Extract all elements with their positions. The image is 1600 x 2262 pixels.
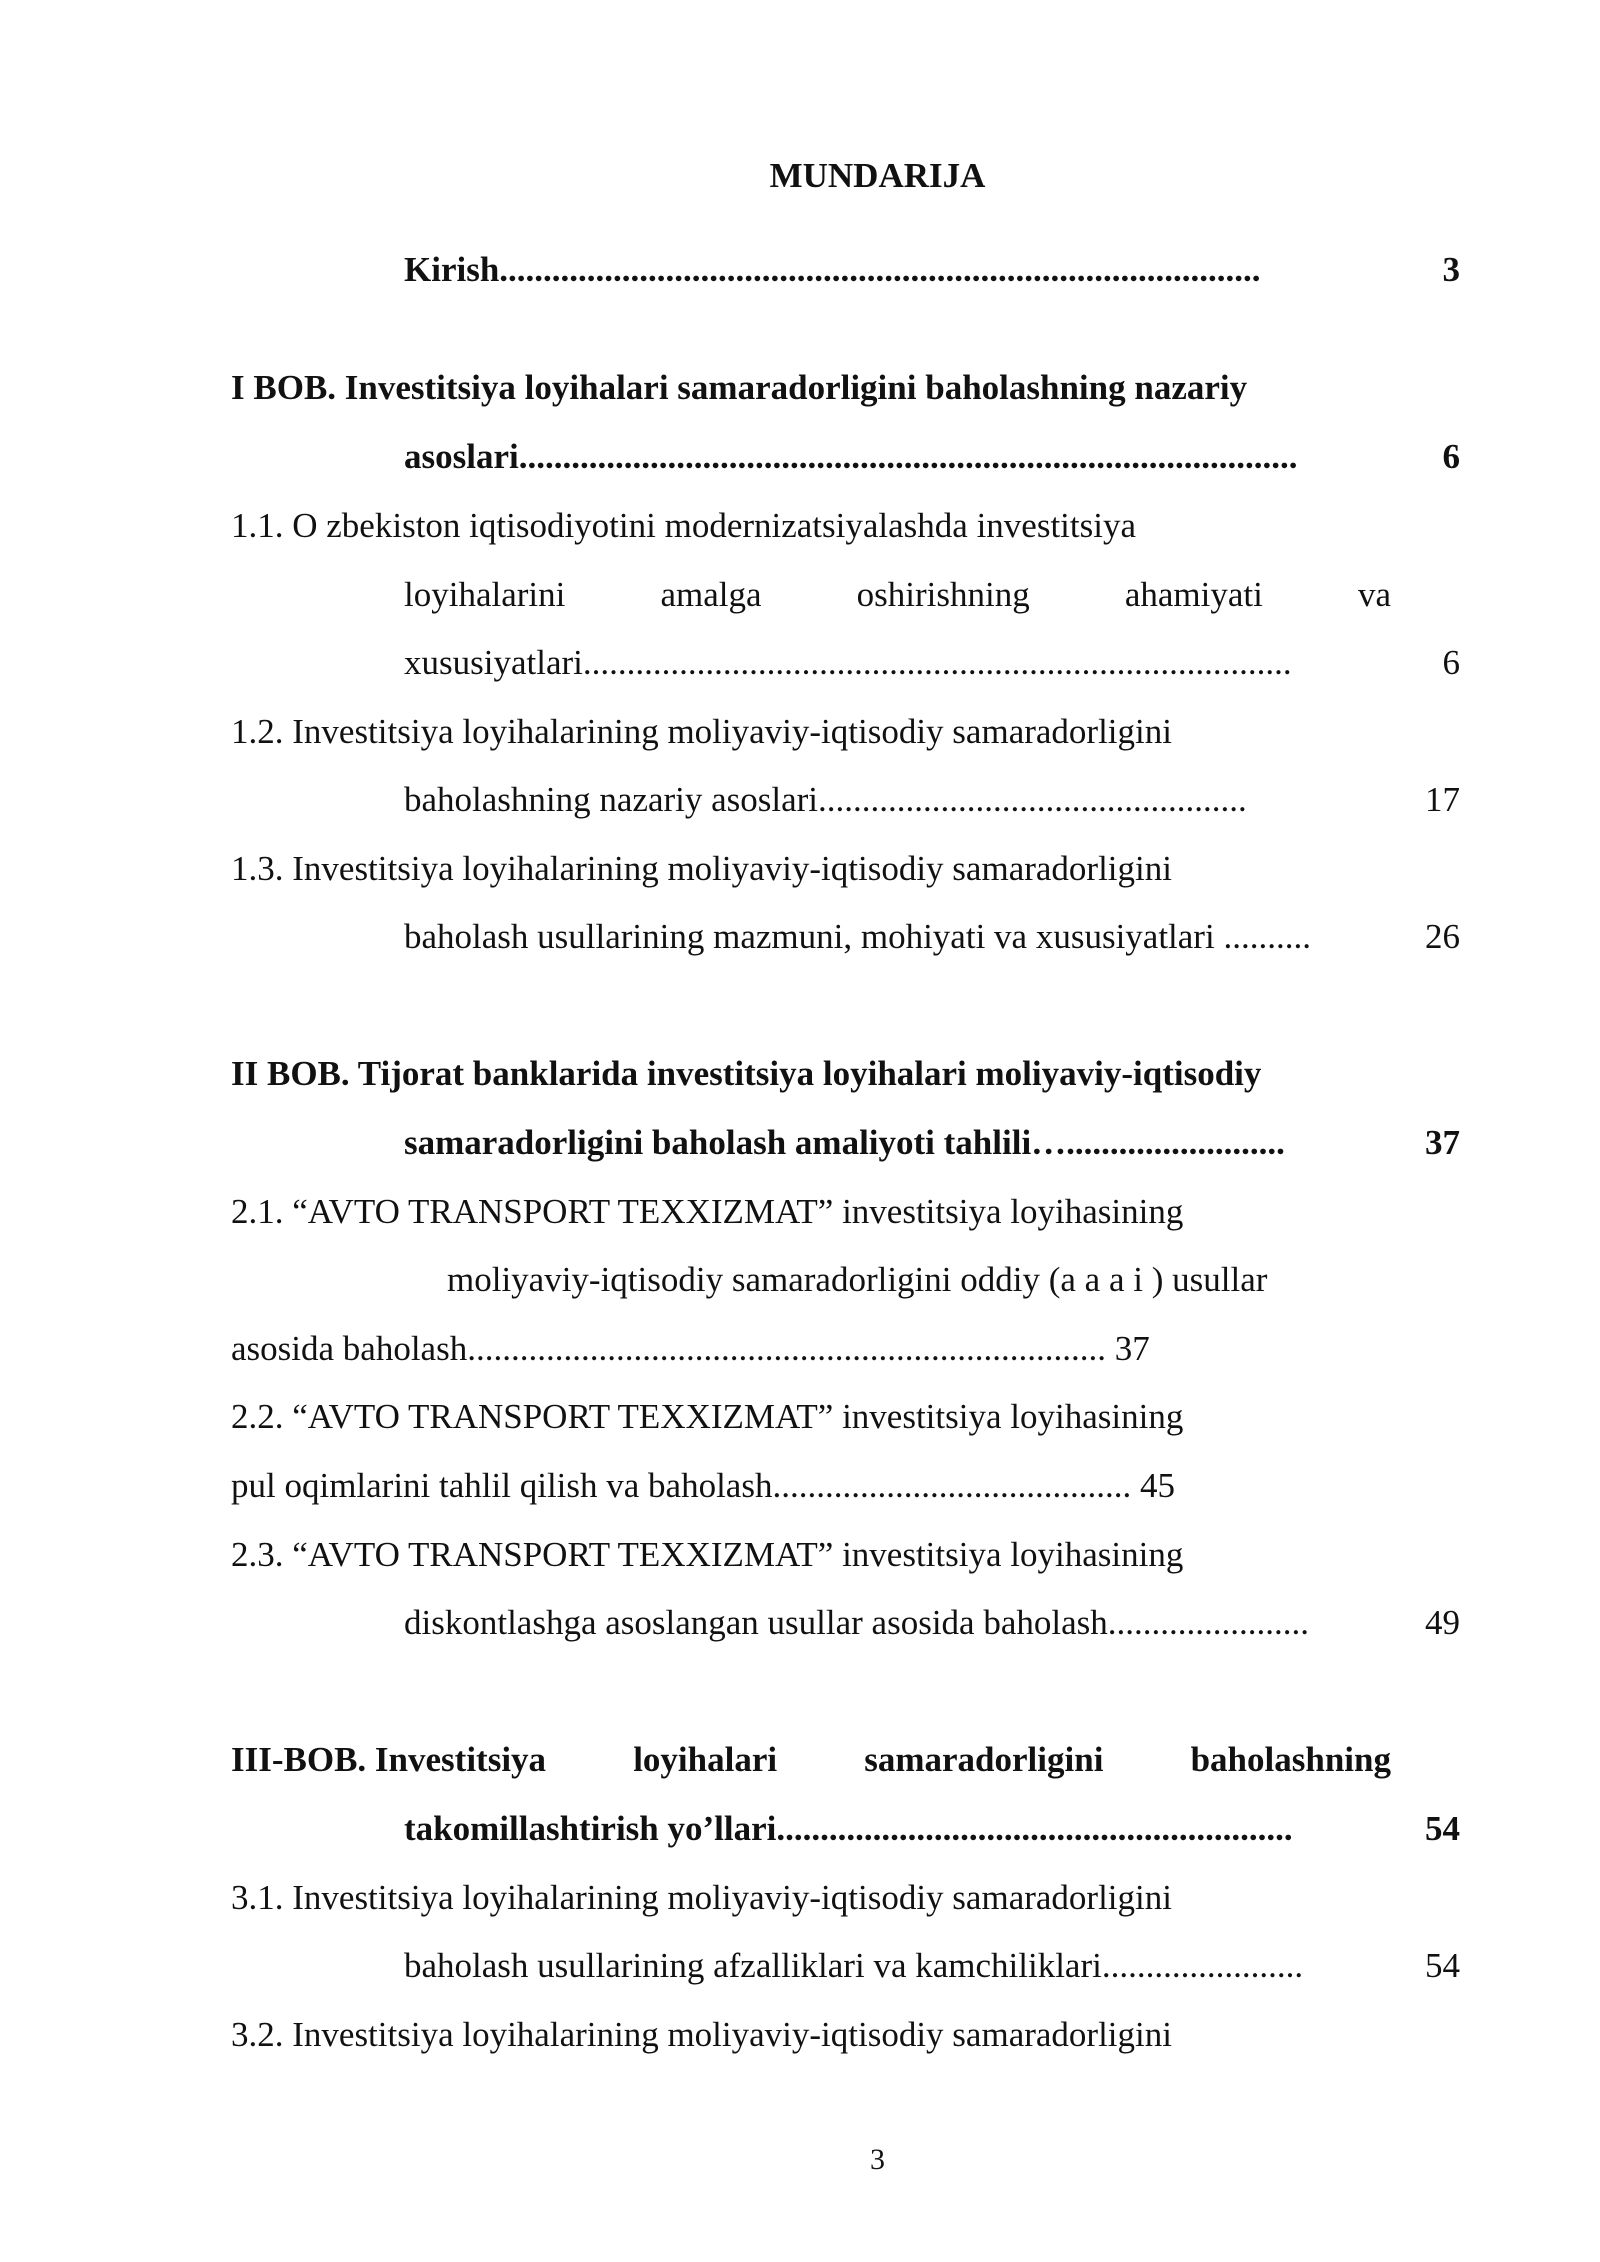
- toc-page-chapter-2: 37: [1425, 1123, 1460, 1162]
- toc-page-chapter-1: 6: [1442, 437, 1460, 476]
- toc-page-intro: 3: [1442, 250, 1460, 289]
- toc-section-1-2-cont: baholashning nazariy asoslari.................................................: [404, 780, 1247, 819]
- toc-page-2-3: 49: [1425, 1603, 1460, 1642]
- toc-section-3-2: 3.2. Investitsiya loyihalarining moliyaviy-iqtisodiy samaradorligini: [231, 2015, 1172, 2054]
- toc-chapter-3-title: [231, 1738, 1391, 1782]
- toc-chapter-2-title-cont: samaradorligini baholash amaliyoti tahlili….........................: [404, 1123, 1285, 1162]
- toc-chapter-1-title-cont: asoslari.........................................................................................: [404, 437, 1298, 476]
- word: loyihalari: [633, 1740, 778, 1779]
- toc-section-1-3-cont: baholash usullarining mazmuni, mohiyati va xususiyatlari ..........: [404, 917, 1311, 956]
- toc-section-2-1-cont2: asosida baholash......................................................................... 37: [231, 1329, 1150, 1368]
- toc-entry-intro: Kirish.......................................................................................: [404, 250, 1261, 289]
- toc-page-3-1: 54: [1425, 1946, 1460, 1985]
- toc-section-1-2: 1.2. Investitsiya loyihalarining moliyaviy-iqtisodiy samaradorligini: [231, 712, 1172, 751]
- word: samaradorligini: [864, 1740, 1104, 1779]
- toc-page-1-1: 6: [1442, 643, 1460, 682]
- toc-section-3-1-cont: baholash usullarining afzalliklari va kamchiliklari.......................: [404, 1946, 1304, 1985]
- toc-section-1-3: 1.3. Investitsiya loyihalarining moliyaviy-iqtisodiy samaradorligini: [231, 849, 1172, 888]
- toc-section-2-1-cont: moliyaviy-iqtisodiy samaradorligini oddiy (a a a i ) usullar: [447, 1260, 1268, 1299]
- word: ahamiyati: [1124, 575, 1263, 614]
- toc-section-1-1-cont: [404, 573, 1391, 617]
- word: amalga: [660, 575, 762, 614]
- toc-title: MUNDARIJA: [769, 156, 986, 195]
- toc-section-2-2: 2.2. “AVTO TRANSPORT TEXXIZMAT” investitsiya loyihasining: [231, 1397, 1184, 1436]
- toc-page-1-2: 17: [1425, 780, 1460, 819]
- word: oshirishning: [856, 575, 1030, 614]
- toc-section-2-2-cont: pul oqimlarini tahlil qilish va baholash......................................... 45: [231, 1466, 1175, 1505]
- toc-section-2-3: 2.3. “AVTO TRANSPORT TEXXIZMAT” investitsiya loyihasining: [231, 1535, 1184, 1574]
- toc-section-2-1: 2.1. “AVTO TRANSPORT TEXXIZMAT” investitsiya loyihasining: [231, 1192, 1184, 1231]
- page-number: 3: [870, 2143, 885, 2176]
- word: va: [1357, 575, 1391, 614]
- toc-section-2-3-cont: diskontlashga asoslangan usullar asosida baholash.......................: [404, 1603, 1310, 1642]
- toc-chapter-1-title: I BOB. Investitsiya loyihalari samaradorligini baholashning nazariy: [231, 368, 1248, 407]
- toc-chapter-3-title-cont: takomillashtirish yo’llari...........................................................: [404, 1809, 1293, 1848]
- word: III-BOB. Investitsiya: [231, 1740, 547, 1779]
- toc-section-1-1: 1.1. O zbekiston iqtisodiyotini modernizatsiyalashda investitsiya: [231, 506, 1137, 545]
- toc-section-1-1-cont2: xususiyatlari.................................................................................: [404, 643, 1292, 682]
- word: loyihalarini: [404, 575, 566, 614]
- toc-page-1-3: 26: [1425, 917, 1460, 956]
- toc-section-3-1: 3.1. Investitsiya loyihalarining moliyaviy-iqtisodiy samaradorligini: [231, 1878, 1172, 1917]
- word: baholashning: [1190, 1740, 1391, 1779]
- toc-page-chapter-3: 54: [1425, 1809, 1460, 1848]
- toc-chapter-2-title: II BOB. Tijorat banklarida investitsiya loyihalari moliyaviy-iqtisodiy: [231, 1054, 1262, 1093]
